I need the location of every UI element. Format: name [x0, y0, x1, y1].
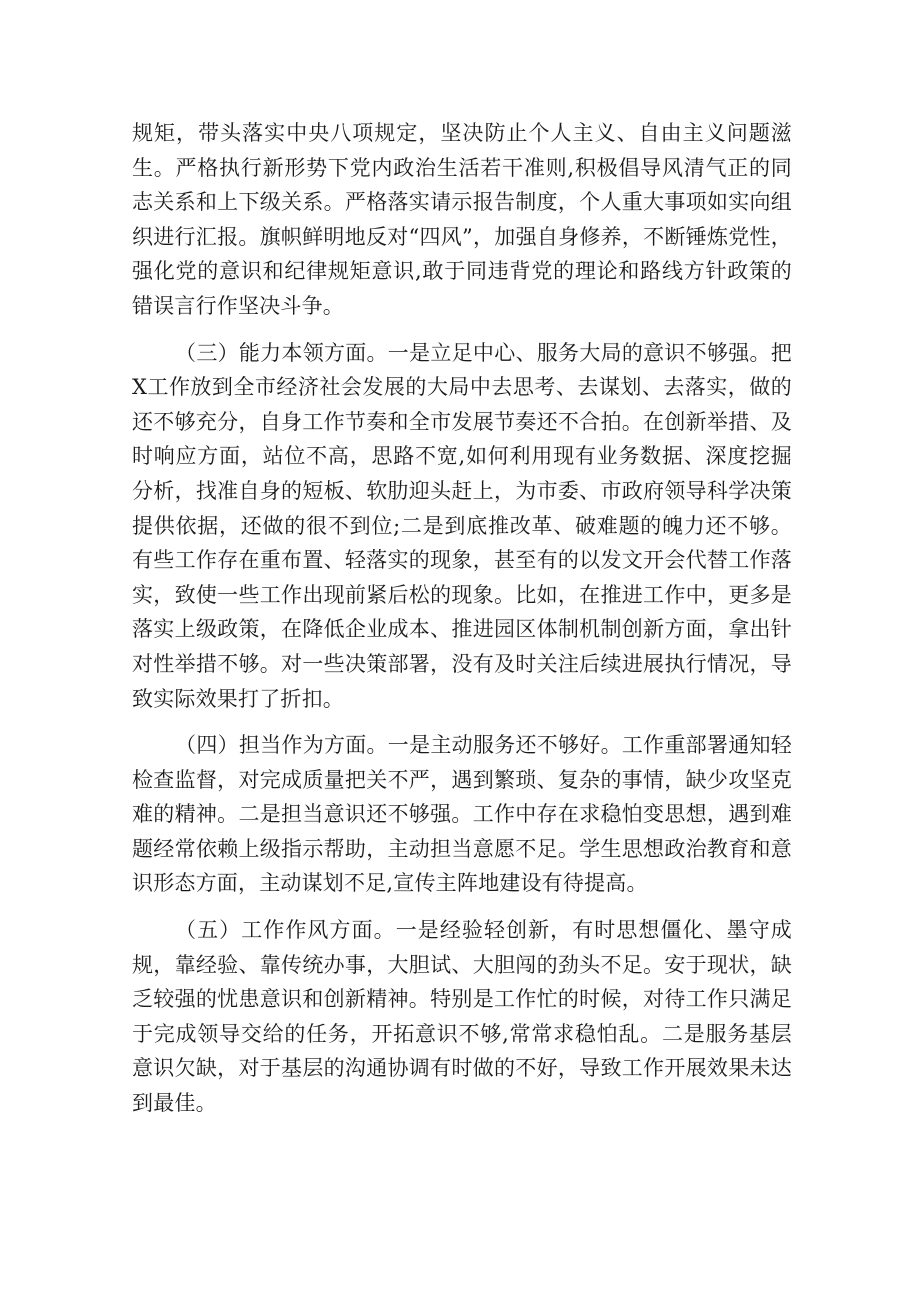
paragraph-work-style: （五）工作作风方面。一是经验轻创新，有时思想僵化、墨守成规，靠经验、靠传统办事，大胆试、大胆闯的劲头不足。安于现状，缺乏较强的忧患意识和创新精神。特别是工作忙的时候，对待工作只满足于完成领导交给的任务，开拓意识不够,常常求稳怕乱。二是服务基层意识欠缺，对于基层的沟通协调有时做的不好，导致工作开展效果未达到最佳。 [132, 918, 792, 1116]
paragraph-capability: （三）能力本领方面。一是立足中心、服务大局的意识不够强。把X工作放到全市经济社会发展的大局中去思考、去谋划、去落实，做的还不够充分，自身工作节奏和全市发展节奏还不合拍。在创新举措、及时响应方面，站位不高，思路不宽,如何利用现有业务数据、深度挖掘分析，找准自身的短板、软肋迎头赶上，为市委、市政府领导科学决策提供依据，还做的很不到位;二是到底推改革、破难题的魄力还不够。有些工作存在重布置、轻落实的现象，甚至有的以发文开会代替工作落实，致使一些工作出现前紧后松的现象。比如，在推进工作中，更多是落实上级政策，在降低企业成本、推进园区体制机制创新方面，拿出针对性举措不够。对一些决策部署，没有及时关注后续进展执行情况，导致实际效果打了折扣。 [132, 340, 792, 711]
paragraph-responsibility: （四）担当作为方面。一是主动服务还不够好。工作重部署通知轻检查监督，对完成质量把关不严，遇到繁琐、复杂的事情，缺少攻坚克难的精神。二是担当意识还不够强。工作中存在求稳怕变思想，遇到难题经常依赖上级指示帮助，主动担当意愿不足。学生思想政治教育和意识形态方面，主动谋划不足,宣传主阵地建设有待提高。 [132, 733, 792, 896]
paragraph-continuation: 规矩，带头落实中央八项规定，坚决防止个人主义、自由主义问题滋生。严格执行新形势下党内政治生活若干准则,积极倡导风清气正的同志关系和上下级关系。严格落实请示报告制度，个人重大事项如实向组织进行汇报。旗帜鲜明地反对“四风”，加强自身修养，不断锤炼党性，强化党的意识和纪律规矩意识,敢于同违背党的理论和路线方针政策的错误言行作坚决斗争。 [132, 121, 792, 318]
document-page [132, 116, 792, 1133]
